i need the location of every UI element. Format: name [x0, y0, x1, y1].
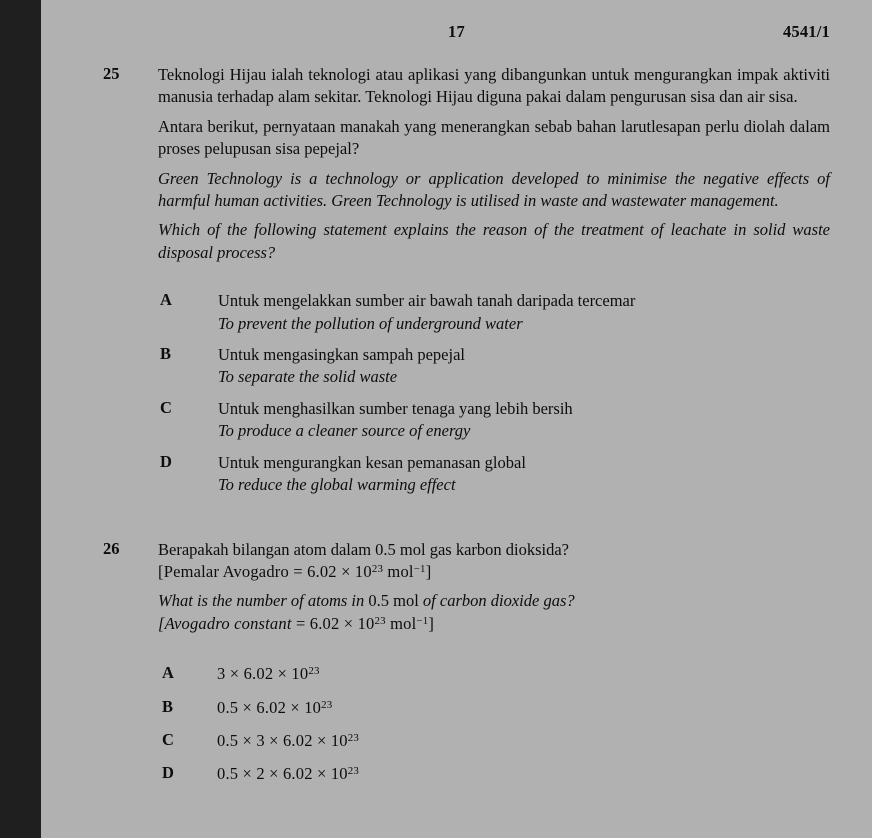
- option-text-malay: Untuk mengurangkan kesan pemanasan global: [218, 452, 526, 472]
- option-text-malay: Untuk mengelakkan sumber air bawah tanah daripada tercemar: [218, 291, 636, 311]
- stem-english-line-1: [158, 590, 830, 612]
- option-texts: [217, 663, 830, 685]
- bracket-close: ]: [428, 613, 435, 633]
- option-text-malay: Untuk menghasilkan sumber tenaga yang lebih bersih: [218, 398, 573, 418]
- exponent: 23: [347, 765, 359, 778]
- option-texts: [217, 697, 830, 719]
- option-b[interactable]: [162, 697, 830, 719]
- option-label: B: [162, 696, 174, 716]
- option-text-english: To prevent the pollution of underground water: [218, 313, 523, 333]
- option-label: B: [160, 344, 172, 364]
- option-label: C: [162, 729, 174, 749]
- option-text-english: To reduce the global warming effect: [218, 475, 456, 495]
- document-page: [41, 0, 872, 838]
- option-value-base: 0.5 × 3 × 6.02 × 10: [217, 730, 348, 750]
- stem-english-part-a: What is the number of atoms in: [158, 591, 369, 611]
- exponent: 23: [347, 731, 359, 744]
- option-texts: [218, 452, 830, 497]
- page-number: 17: [448, 22, 465, 41]
- exponent: 23: [308, 664, 320, 677]
- bracket-close: ]: [425, 561, 432, 581]
- paper-code: 4541/1: [782, 22, 830, 41]
- question-body: [158, 64, 830, 497]
- avogadro-label-en: [Avogadro constant: [158, 613, 292, 633]
- mol-unit: mol: [385, 613, 417, 633]
- option-value: [217, 763, 830, 785]
- option-a[interactable]: [162, 663, 830, 685]
- page-content: [41, 64, 872, 797]
- option-a[interactable]: [160, 290, 830, 335]
- option-text-malay: Untuk mengasingkan sampah pepejal: [218, 345, 465, 365]
- option-value-base: 0.5 × 6.02 × 10: [217, 697, 322, 717]
- exponent: 23: [321, 698, 333, 711]
- option-value-base: 3 × 6.02 × 10: [217, 664, 309, 684]
- scan-gutter: [0, 0, 41, 838]
- avogadro-value-en: = 6.02 × 10: [291, 613, 375, 633]
- option-text-english: To produce a cleaner source of energy: [218, 421, 471, 441]
- option-d[interactable]: [160, 452, 830, 497]
- answer-options-26: [162, 663, 830, 786]
- option-texts: [217, 763, 830, 785]
- exponent: 23: [371, 562, 384, 575]
- exponent: 23: [374, 614, 386, 627]
- stem-malay-paragraph-1: Teknologi Hijau ialah teknologi atau aplikasi yang dibangunkan untuk mengurangkan impak aktiviti manusia terhadap alam sekitar. Teknologi Hijau diguna pakai dalam pengurusan sisa dan air sisa.: [158, 65, 830, 107]
- option-texts: [218, 344, 830, 389]
- answer-options-25: [160, 290, 830, 496]
- question-number: 26: [103, 538, 120, 558]
- stem-malay-line-2: [158, 561, 830, 583]
- stem-malay-line-1: Berapakah bilangan atom dalam 0.5 mol gas karbon dioksida?: [158, 539, 570, 559]
- stem-english-quantity: 0.5 mol: [368, 591, 419, 611]
- question-body: [158, 539, 830, 786]
- question-number: 25: [103, 64, 120, 83]
- exponent-negative: −1: [413, 562, 426, 575]
- option-texts: [217, 730, 830, 752]
- stem-english-paragraph-1: Green Technology is a technology or application developed to minimise the negative effects of harmful human activities. Green Technology is utilised in waste and wastewater management.: [158, 168, 830, 211]
- option-texts: [218, 398, 830, 443]
- option-label: C: [160, 397, 172, 417]
- option-label: D: [162, 763, 174, 783]
- stem-english-line-2: [158, 613, 830, 635]
- avogadro-label-ms: [Pemalar Avogadro = 6.02 × 10: [158, 561, 372, 581]
- option-value: [217, 663, 830, 685]
- option-label: A: [160, 290, 172, 310]
- stem-english-part-b: of carbon dioxide gas?: [418, 591, 575, 611]
- option-value-base: 0.5 × 2 × 6.02 × 10: [217, 764, 348, 784]
- option-c[interactable]: [162, 730, 830, 752]
- stem-malay-paragraph-2: Antara berikut, pernyataan manakah yang menerangkan sebab bahan larutlesapan perlu diolah dalam proses pelupusan sisa pepejal?: [158, 116, 830, 159]
- option-d[interactable]: [162, 763, 830, 785]
- option-text-english: To separate the solid waste: [218, 367, 398, 387]
- stem-english-paragraph-2: Which of the following statement explains the reason of the treatment of leachate in solid waste disposal process?: [158, 220, 830, 262]
- question-25: [41, 64, 872, 497]
- option-b[interactable]: [160, 344, 830, 389]
- option-texts: [218, 290, 830, 335]
- question-26: [41, 539, 872, 786]
- page-header: [41, 22, 872, 44]
- option-label: A: [162, 663, 174, 683]
- exponent-negative: −1: [416, 614, 429, 627]
- option-label: D: [160, 451, 172, 471]
- option-value: [217, 730, 830, 752]
- option-value: [217, 697, 830, 719]
- mol-unit: mol: [383, 561, 414, 581]
- option-c[interactable]: [160, 398, 830, 443]
